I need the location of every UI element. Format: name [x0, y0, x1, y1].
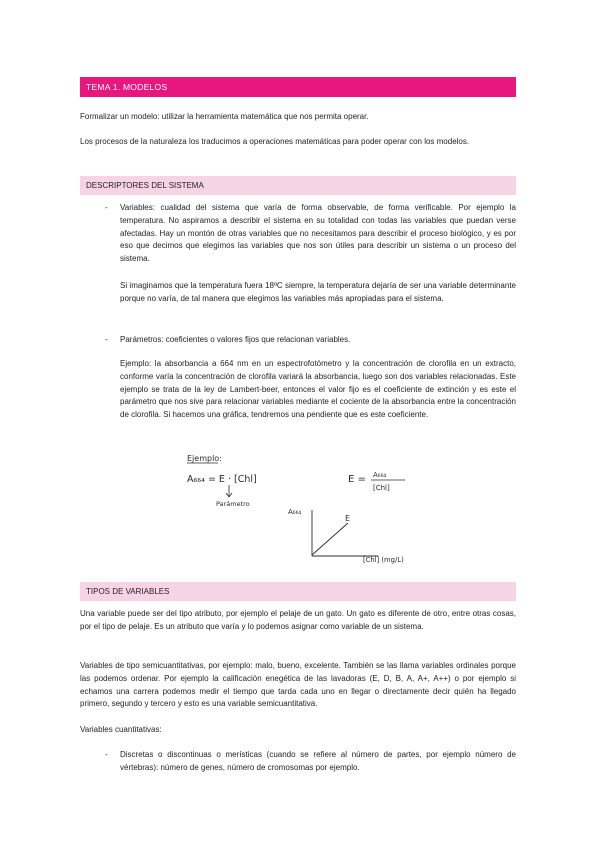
- sketch-line: [312, 523, 348, 555]
- paragraph-semicuantitativas: Variables de tipo semicuantitativas, por ejemplo: malo, bueno, excelente. También se las llama variables ordinales porque las podemos ordenar. Por ejemplo la calificación enegética de las lavadoras (E, D, B, A, A+, A++) o por ejemplo si echamos una carrera podemos medir el tiempo que tarda cada uno en llegar o directamente decir quién ha llegado primero, segundo y tercero y esto es una variable semicuantitativa.: [80, 661, 516, 709]
- sketch-heading: Ejemplo:: [187, 454, 222, 463]
- sketch-axis-y-label: A₆₆₄: [288, 508, 302, 516]
- paragraph-formalizar: Formalizar un modelo: utilizar la herramienta matemática que nos permita operar.: [80, 112, 369, 121]
- sketch-line-label: E: [345, 514, 351, 523]
- sketch-arrow-label: Parámetro: [216, 500, 250, 508]
- paragraph-parametros: Parámetros: coeficientes o valores fijos que relacionan variables.: [120, 335, 351, 344]
- bullet-marker: -: [105, 335, 108, 344]
- paragraph-cuantitativas: Variables cuantitativas:: [80, 725, 162, 734]
- sketch-equation-left: A₆₆₄ = E · [Chl]: [187, 474, 257, 485]
- paragraph-atributo: Una variable puede ser del tipo atributo, por ejemplo el pelaje de un gato. Un gato es diferente de otro, entre otras cosas, por el tipo de pelaje. Es un atributo que varía y lo podemos asignar como variable de un sistema.: [80, 609, 516, 631]
- bullet-marker: -: [105, 750, 108, 759]
- paragraph-discretas: Discretas o discontinuas o merísticas (cuando se refiere al número de partes, por ejemplo número de vértebras): número de genes, número de cromosomas por ejemplo.: [120, 750, 516, 772]
- sketch-equation-right-lhs: E =: [348, 474, 366, 485]
- section-header-tipos: TIPOS DE VARIABLES: [80, 582, 516, 601]
- handwritten-sketch: [160, 448, 450, 568]
- section-header-tema1: TEMA 1. MODELOS: [80, 77, 516, 97]
- section-header-descriptores: DESCRIPTORES DEL SISTEMA: [80, 176, 516, 195]
- paragraph-ejemplo: Ejemplo: la absorbancia a 664 nm en un espectrofotómetro y la concentración de clorofila en un extracto, conforme varía la concentración de clorofila variará la absorbancia, luego son dos variables relacionadas. Este ejemplo se trata de la ley de Lambert-beer, entonces el valor fijo es el coeficiente de extinción y es este el parámetro que nos sive para relacionar variables mediante el cociente de la absorbancia entre la concentración de clorofila. Si hacemos una gráfica, tendremos una pendiente que es este coeficiente.: [120, 359, 516, 420]
- sketch-axis-x-label: [Chl] (mg/L): [363, 556, 404, 564]
- paragraph-procesos: Los procesos de la naturaleza los traducimos a operaciones matemáticas para poder operar con los modelos.: [80, 137, 470, 146]
- paragraph-variables: Variables: cualidad del sistema que varía de forma observable, de forma verificable. Por ejemplo la temperatura. No aspiramos a describir el sistema en su totalidad con todas las variables que puedan verse afectadas. Hay un montón de otras variables que no necesitamos para describir el proceso biológico, y es por eso que decimos que elegimos las variables que nos son útiles para describir un sistema o un proceso del sistema.: [120, 203, 516, 264]
- sketch-equation-right-denominator: [Chl]: [373, 484, 390, 492]
- sketch-equation-right-numerator: A₆₆₄: [373, 471, 387, 479]
- paragraph-temperatura: Si imaginamos que la temperatura fuera 18ºC siempre, la temperatura dejaría de ser una variable determinante porque no varía, de tal manera que elegimos las variables más apropiadas para el sistema.: [120, 281, 516, 303]
- bullet-marker: -: [105, 203, 108, 212]
